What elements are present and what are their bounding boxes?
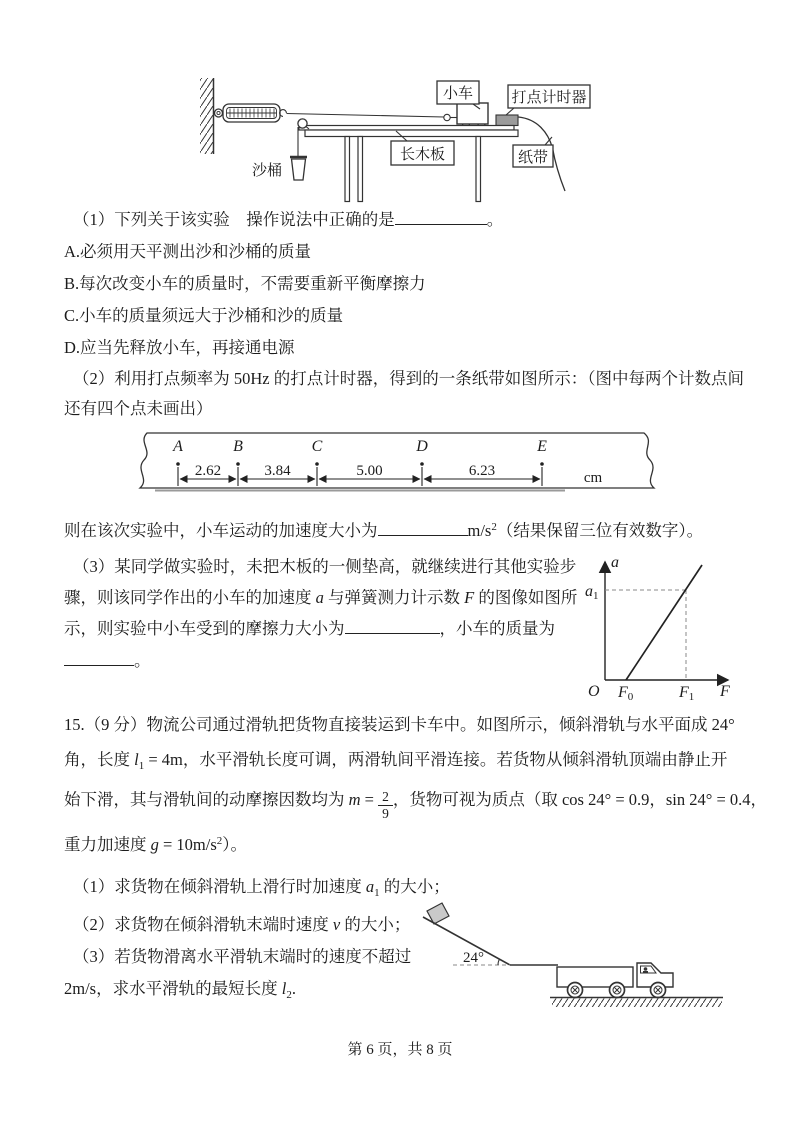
tape-outline: [140, 433, 654, 488]
timer-label: [506, 85, 590, 115]
q14-part3-line3: 示，则实验中小车受到的摩擦力大小为 ，小车的质量为: [64, 619, 555, 638]
graph-axes: [605, 562, 728, 680]
svg-text:打点计时器: 打点计时器: [511, 90, 587, 106]
graph-dashed-guides: [605, 590, 686, 680]
a-F-graph: [580, 550, 745, 705]
q15-line4: 重力加速度 $g = 10m/s^2$）。: [64, 835, 248, 854]
q14-part2-line1: （2）利用打点频率为 50Hz 的打点计时器，得到的一条纸带如图所示：（图中每两个计数点间: [73, 369, 744, 388]
sand-bucket: [290, 157, 307, 180]
spring-scale: [215, 104, 287, 122]
bucket-label: 沙桶: [252, 163, 283, 179]
q15-line2: 角，长度 $l_1 = 4m$，水平滑轨长度可调，两滑轨间平滑连接。若货物从倾斜滑轨顶端由静止开: [64, 750, 728, 772]
graph-ylabel: a: [611, 554, 619, 571]
option-a: A.必须用天平测出沙和沙桶的质量: [64, 242, 312, 261]
svg-text:小车: 小车: [442, 86, 474, 102]
svg-text:D: D: [416, 438, 428, 455]
long-board: [299, 126, 514, 131]
answer-blank: [64, 650, 134, 666]
q14-part3-line4: 。: [64, 650, 151, 671]
angle-label: 24°: [463, 950, 484, 966]
pulley: [298, 119, 309, 129]
wheel: [568, 983, 583, 998]
q14-part3-line2: 骤，则该同学作出的小车的加速度 a 与弹簧测力计示数 F 的图像如图所: [64, 588, 578, 607]
fraction: $\frac{2}{9}$: [378, 790, 393, 821]
angle-arc: [498, 959, 500, 965]
wheel: [651, 983, 666, 998]
q14-part1-stem: （1）下列关于该实验 操作说法中正确的是 。: [73, 210, 504, 229]
page-footer: 第 6 页，共 8 页: [347, 1042, 453, 1058]
option-d: D.应当先释放小车，再接通电源: [64, 338, 295, 357]
q14-part2-line2: 还有四个点未画出）: [64, 399, 213, 418]
wheel: [610, 983, 625, 998]
q15-part2: （2）求货物在倾斜滑轨末端时速度 v 的大小；: [73, 915, 411, 934]
svg-text:C: C: [311, 438, 323, 455]
graph-f0: F0: [618, 684, 634, 703]
string: [287, 114, 445, 118]
wall: [200, 78, 214, 154]
ground: [550, 998, 723, 1008]
q15-line1: 15.（9 分）物流公司通过滑轨把货物直接装运到卡车中。如图所示，倾斜滑轨与水平面成 24°: [64, 715, 735, 734]
svg-text:B: B: [233, 438, 243, 455]
svg-text:E: E: [537, 438, 547, 455]
q14-part3-line1: （3）某同学做实验时，未把木板的一侧垫高，就继续进行其他实验步: [73, 557, 577, 576]
driver-head: [644, 967, 648, 971]
svg-text:3.84: 3.84: [264, 463, 291, 479]
tape-unit: cm: [583, 470, 603, 486]
tape-diagram: [125, 430, 670, 500]
apparatus-diagram: [195, 70, 600, 202]
option-b: B.每次改变小车的质量时，不需要重新平衡摩擦力: [64, 274, 426, 293]
driver-body: [643, 971, 648, 974]
q15-part1: （1）求货物在倾斜滑轨上滑行时加速度 $a_1$ 的大小；: [73, 877, 450, 899]
svg-text:纸带: 纸带: [517, 150, 549, 166]
q15-line3: 始下滑，其与滑轨间的动摩擦因数均为 m = $\frac{2}{9}$ ，货物可视为质点（取 cos 24° = 0.9，sin 24° = 0.4，: [64, 788, 768, 821]
graph-xlabel: F: [720, 683, 730, 700]
graph-line: [626, 565, 702, 680]
hook-loop: [444, 114, 450, 120]
option-c: C.小车的质量须远大于沙桶和沙的质量: [64, 306, 344, 325]
answer-blank: [378, 520, 468, 536]
incline-truck-diagram: [415, 895, 760, 1015]
answer-blank: [395, 209, 487, 225]
q15-part4: 2m/s，求水平滑轨的最短长度 $l_2$.: [64, 979, 296, 1001]
truck: [557, 963, 673, 998]
svg-text:A: A: [173, 438, 183, 455]
q14-part2-result: 则在该次实验中，小车运动的加速度大小为 $m/s^2$（结果保留三位有效数字）。: [64, 521, 704, 540]
svg-text:长木板: 长木板: [399, 147, 446, 163]
svg-text:6.23: 6.23: [468, 463, 496, 479]
q15-part3: （3）若货物滑离水平滑轨末端时的速度不超过: [73, 947, 412, 966]
svg-text:5.00: 5.00: [356, 463, 383, 479]
answer-blank: [345, 618, 440, 634]
graph-a1: a1: [585, 583, 599, 602]
tape-label: [513, 137, 553, 167]
svg-text:2.62: 2.62: [194, 463, 222, 479]
ticker-timer: [496, 115, 518, 126]
graph-origin: O: [588, 683, 600, 700]
graph-f1: F1: [679, 684, 695, 703]
